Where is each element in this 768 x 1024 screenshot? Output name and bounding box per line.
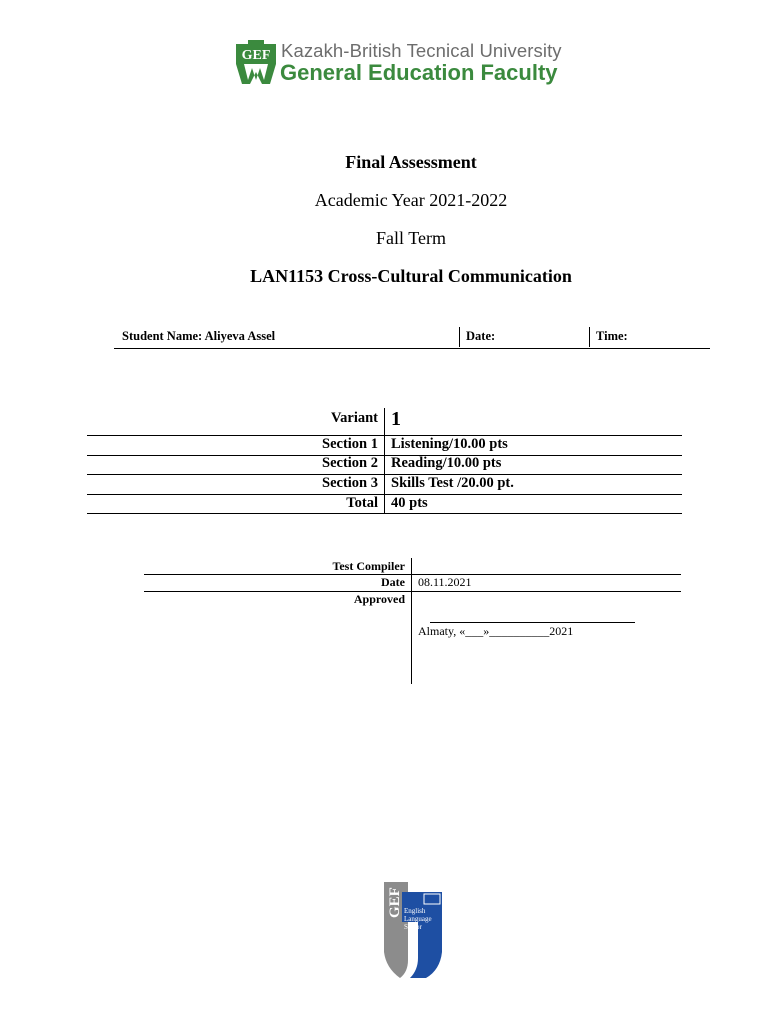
footer-text-1: English	[404, 907, 426, 915]
approved-label: Approved	[353, 592, 405, 606]
divider	[459, 327, 460, 347]
signature-line	[430, 622, 635, 623]
section-3-value: Skills Test /20.00 pt.	[391, 475, 514, 491]
footer-logo-letters: GEF	[387, 887, 403, 918]
approval-place-date: Almaty, «___»__________2021	[418, 624, 574, 638]
english-language-sector-logo	[384, 882, 444, 978]
student-info-row	[114, 327, 710, 349]
term: Fall Term	[376, 228, 446, 248]
footer-text-2: Language	[404, 915, 432, 923]
section-1-label: Section 1	[322, 436, 378, 452]
academic-year: Academic Year 2021-2022	[314, 190, 508, 210]
footer-text-3: Sector	[404, 923, 422, 931]
test-compiler-label: Test Compiler	[332, 559, 405, 573]
time-field[interactable]: Time:	[596, 329, 628, 343]
faculty-name: General Education Faculty	[280, 60, 558, 85]
student-name: Student Name: Aliyeva Assel	[122, 329, 276, 343]
section-2-label: Section 2	[322, 455, 378, 471]
table-divider	[411, 558, 412, 684]
section-3-label: Section 3	[322, 475, 378, 491]
assessment-heading: Final Assessment	[345, 152, 477, 172]
section-2-value: Reading/10.00 pts	[391, 455, 502, 471]
gef-shield-logo	[236, 40, 276, 84]
logo-letters: GEF	[241, 48, 271, 63]
divider	[589, 327, 590, 347]
total-value: 40 pts	[391, 495, 428, 511]
variant-label: Variant	[331, 410, 378, 426]
university-name: Kazakh-British Tecnical University	[281, 40, 562, 61]
course-title: LAN1153 Cross-Cultural Communication	[250, 266, 572, 286]
table-divider	[384, 408, 385, 514]
date-value: 08.11.2021	[418, 575, 472, 589]
section-1-value: Listening/10.00 pts	[391, 436, 508, 452]
date-field[interactable]: Date:	[466, 329, 496, 343]
table-rule	[87, 513, 682, 514]
total-label: Total	[346, 495, 378, 511]
variant-value: 1	[391, 408, 401, 430]
date-label: Date	[381, 575, 405, 589]
